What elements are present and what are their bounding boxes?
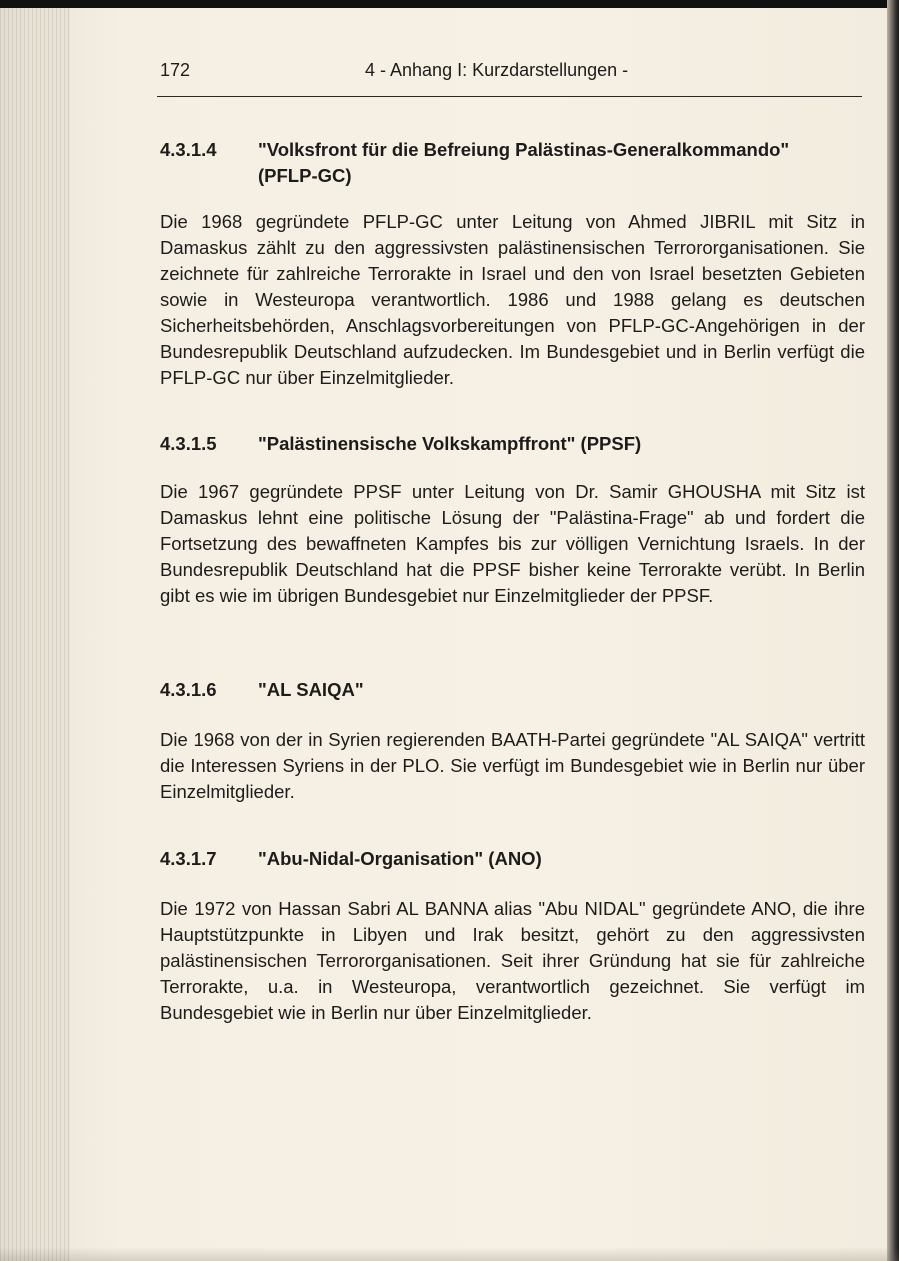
section-title-line: "Volksfront für die Befreiung Palästinas-Generalkommando" [258, 139, 790, 160]
page-header [160, 60, 863, 90]
section-body: Die 1967 gegründete PPSF unter Leitung von Dr. Samir GHOUSHA mit Sitz ist Damaskus lehnt eine politische Lösung der "Palästina-Frage" ab und fordert die Fortsetzung des bewaffneten Kampfes bis zur völligen Vernichtung Israels. In der Bundesrepublik Deutschland hat die PPSF bisher keine Terrorakte verübt. In Berlin gibt es wie im übrigen Bundesgebiet nur Einzelmitglieder der PPSF. [160, 481, 865, 606]
header-rule [157, 96, 862, 97]
section-number: 4.3.1.6 [160, 679, 217, 700]
section-title-line: (PFLP-GC) [258, 165, 352, 186]
section-ppsf [160, 431, 865, 609]
section-title: "AL SAIQA" [258, 679, 364, 700]
section-title [258, 137, 865, 189]
section-number: 4.3.1.5 [160, 433, 217, 454]
section-body: Die 1968 von der in Syrien regierenden BAATH-Partei gegründete "AL SAIQA" vertritt die Interessen Syriens in der PLO. Sie verfügt im Bundesgebiet wie in Berlin nur über Einzelmitglieder. [160, 729, 865, 802]
section-body: Die 1972 von Hassan Sabri AL BANNA alias "Abu NIDAL" gegründete ANO, die ihre Hauptstützpunkte in Libyen und Irak besitzt, gehört zu den aggressivsten palästinensischen Terrororganisationen. Seit ihrer Gründung hat sie für zahlreiche Terrorakte, u.a. in Westeuropa, verantwortlich gezeichnet. Sie verfügt im Bundesgebiet wie in Berlin nur über Einzelmitglieder. [160, 898, 865, 1023]
section-body: Die 1968 gegründete PFLP-GC unter Leitung von Ahmed JIBRIL mit Sitz in Damaskus zählt zu den aggressivsten palästinensischen Terrororganisationen. Sie zeichnete für zahlreiche Terrorakte in Israel und den von Israel besetzten Gebieten sowie in Westeuropa verantwortlich. 1986 und 1988 gelang es deutschen Sicherheitsbehörden, Anschlagsvorbereitungen von PFLP-GC-Angehörigen in der Bundesrepublik Deutschland aufzudecken. Im Bundesgebiet und in Berlin verfügt die PFLP-GC nur über Einzelmitglieder. [160, 211, 865, 388]
section-heading [160, 137, 865, 189]
section-al-saiqa [160, 677, 865, 805]
section-title: "Palästinensische Volkskampffront" (PPSF) [258, 433, 642, 454]
section-heading [160, 431, 865, 457]
running-title: 4 - Anhang I: Kurzdarstellungen - [365, 60, 629, 80]
page-bottom-shade [0, 1247, 899, 1261]
page-number: 172 [160, 60, 191, 80]
section-number: 4.3.1.7 [160, 848, 217, 869]
section-number: 4.3.1.4 [160, 139, 217, 160]
section-ano [160, 846, 865, 1026]
book-binding-shadow [887, 0, 899, 1261]
section-pflp-gc [160, 137, 865, 391]
page-top-edge [0, 0, 899, 8]
section-heading [160, 677, 865, 703]
section-heading [160, 846, 865, 872]
section-title: "Abu-Nidal-Organisation" (ANO) [258, 848, 542, 869]
book-page-stack-edge [0, 8, 70, 1261]
